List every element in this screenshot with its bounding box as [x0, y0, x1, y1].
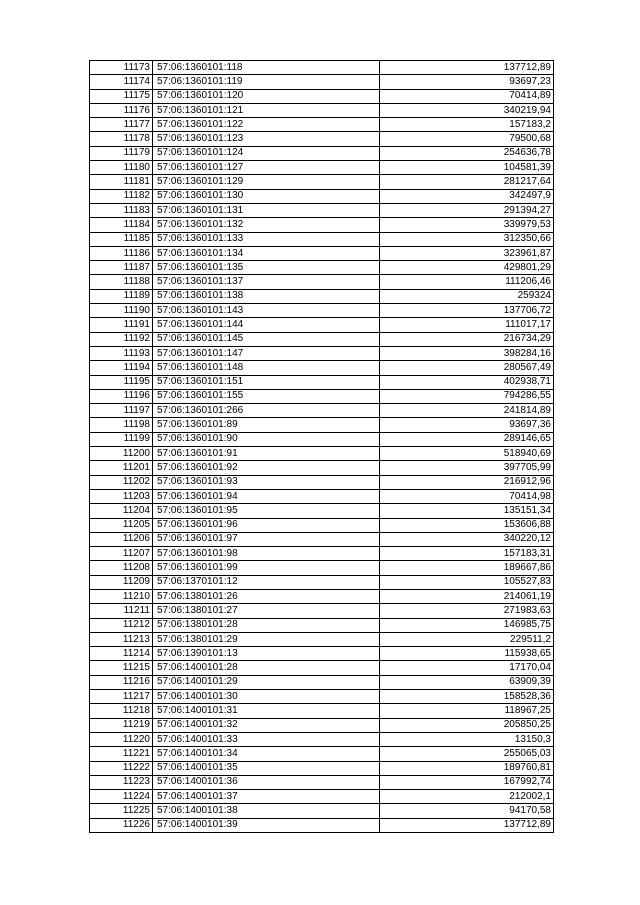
value-cell: 111017,17: [380, 318, 554, 332]
row-number-cell: 11182: [90, 189, 153, 203]
row-number-cell: 11224: [90, 790, 153, 804]
table-row: [90, 346, 554, 360]
value-cell: 340219,94: [380, 103, 554, 117]
cadastral-number-cell: 57:06:1360101:151: [153, 375, 380, 389]
cadastral-number-cell: 57:06:1360101:143: [153, 304, 380, 318]
row-number-cell: 11187: [90, 261, 153, 275]
row-number-cell: 11180: [90, 161, 153, 175]
value-cell: 281217,64: [380, 175, 554, 189]
table-row: [90, 103, 554, 117]
cadastral-number-cell: 57:06:1360101:134: [153, 246, 380, 260]
row-number-cell: 11179: [90, 146, 153, 160]
cadastral-number-cell: 57:06:1360101:89: [153, 418, 380, 432]
cadastral-number-cell: 57:06:1360101:121: [153, 103, 380, 117]
cadastral-number-cell: 57:06:1400101:30: [153, 690, 380, 704]
value-cell: 216912,96: [380, 475, 554, 489]
value-cell: 137712,89: [380, 818, 554, 832]
table-row: [90, 261, 554, 275]
value-cell: 397705,99: [380, 461, 554, 475]
cadastral-number-cell: 57:06:1360101:124: [153, 146, 380, 160]
table-row: [90, 189, 554, 203]
value-cell: 167992,74: [380, 775, 554, 789]
row-number-cell: 11201: [90, 461, 153, 475]
value-cell: 398284,16: [380, 346, 554, 360]
value-cell: 153606,88: [380, 518, 554, 532]
row-number-cell: 11207: [90, 547, 153, 561]
row-number-cell: 11189: [90, 289, 153, 303]
cadastral-number-cell: 57:06:1400101:37: [153, 790, 380, 804]
row-number-cell: 11198: [90, 418, 153, 432]
table-row: [90, 661, 554, 675]
row-number-cell: 11215: [90, 661, 153, 675]
row-number-cell: 11226: [90, 818, 153, 832]
value-cell: 241814,89: [380, 404, 554, 418]
cadastral-number-cell: 57:06:1360101:118: [153, 61, 380, 75]
row-number-cell: 11225: [90, 804, 153, 818]
row-number-cell: 11183: [90, 203, 153, 217]
value-cell: 255065,03: [380, 747, 554, 761]
table-row: [90, 146, 554, 160]
table-row: [90, 547, 554, 561]
row-number-cell: 11205: [90, 518, 153, 532]
row-number-cell: 11191: [90, 318, 153, 332]
table-row: [90, 61, 554, 75]
value-cell: 271983,63: [380, 604, 554, 618]
value-cell: 146985,75: [380, 618, 554, 632]
row-number-cell: 11200: [90, 447, 153, 461]
row-number-cell: 11184: [90, 218, 153, 232]
table-row: [90, 804, 554, 818]
row-number-cell: 11222: [90, 761, 153, 775]
row-number-cell: 11178: [90, 132, 153, 146]
cadastral-number-cell: 57:06:1370101:12: [153, 575, 380, 589]
table-row: [90, 575, 554, 589]
value-cell: 70414,89: [380, 89, 554, 103]
cadastral-number-cell: 57:06:1360101:145: [153, 332, 380, 346]
value-cell: 212002,1: [380, 790, 554, 804]
table-row: [90, 732, 554, 746]
value-cell: 17170,04: [380, 661, 554, 675]
value-cell: 70414,98: [380, 489, 554, 503]
table-row: [90, 775, 554, 789]
value-cell: 137706,72: [380, 304, 554, 318]
row-number-cell: 11212: [90, 618, 153, 632]
table-row: [90, 675, 554, 689]
table-row: [90, 432, 554, 446]
cadastral-number-cell: 57:06:1390101:13: [153, 647, 380, 661]
value-cell: 229511,2: [380, 632, 554, 646]
table-row: [90, 461, 554, 475]
table-row: [90, 618, 554, 632]
row-number-cell: 11217: [90, 690, 153, 704]
table-row: [90, 289, 554, 303]
row-number-cell: 11197: [90, 404, 153, 418]
row-number-cell: 11208: [90, 561, 153, 575]
cadastral-number-cell: 57:06:1360101:123: [153, 132, 380, 146]
cadastral-number-cell: 57:06:1360101:90: [153, 432, 380, 446]
row-number-cell: 11181: [90, 175, 153, 189]
value-cell: 157183,31: [380, 547, 554, 561]
table-row: [90, 218, 554, 232]
value-cell: 340220,12: [380, 532, 554, 546]
cadastral-number-cell: 57:06:1360101:91: [153, 447, 380, 461]
cadastral-number-cell: 57:06:1360101:133: [153, 232, 380, 246]
cadastral-number-cell: 57:06:1400101:28: [153, 661, 380, 675]
value-cell: 280567,49: [380, 361, 554, 375]
table-row: [90, 418, 554, 432]
cadastral-number-cell: 57:06:1380101:27: [153, 604, 380, 618]
table-body: [90, 61, 554, 833]
cadastral-number-cell: 57:06:1360101:99: [153, 561, 380, 575]
table-row: [90, 246, 554, 260]
row-number-cell: 11203: [90, 489, 153, 503]
table-row: [90, 818, 554, 832]
value-cell: 429801,29: [380, 261, 554, 275]
value-cell: 291394,27: [380, 203, 554, 217]
cadastral-values-table: [89, 60, 554, 833]
table-row: [90, 332, 554, 346]
value-cell: 94170,58: [380, 804, 554, 818]
cadastral-number-cell: 57:06:1360101:95: [153, 504, 380, 518]
value-cell: 254636,78: [380, 146, 554, 160]
cadastral-number-cell: 57:06:1400101:39: [153, 818, 380, 832]
table-row: [90, 203, 554, 217]
cadastral-number-cell: 57:06:1360101:130: [153, 189, 380, 203]
row-number-cell: 11211: [90, 604, 153, 618]
table-row: [90, 604, 554, 618]
value-cell: 137712,89: [380, 61, 554, 75]
table-row: [90, 704, 554, 718]
table-row: [90, 589, 554, 603]
table-row: [90, 747, 554, 761]
row-number-cell: 11220: [90, 732, 153, 746]
value-cell: 339979,53: [380, 218, 554, 232]
value-cell: 312350,66: [380, 232, 554, 246]
table-row: [90, 504, 554, 518]
cadastral-number-cell: 57:06:1380101:26: [153, 589, 380, 603]
cadastral-number-cell: 57:06:1360101:93: [153, 475, 380, 489]
cadastral-number-cell: 57:06:1360101:266: [153, 404, 380, 418]
row-number-cell: 11175: [90, 89, 153, 103]
value-cell: 402938,71: [380, 375, 554, 389]
value-cell: 216734,29: [380, 332, 554, 346]
table-row: [90, 790, 554, 804]
value-cell: 342497,9: [380, 189, 554, 203]
cadastral-number-cell: 57:06:1400101:32: [153, 718, 380, 732]
table-row: [90, 447, 554, 461]
value-cell: 158528,36: [380, 690, 554, 704]
cadastral-number-cell: 57:06:1400101:33: [153, 732, 380, 746]
value-cell: 93697,36: [380, 418, 554, 432]
table-row: [90, 132, 554, 146]
cadastral-number-cell: 57:06:1360101:129: [153, 175, 380, 189]
value-cell: 135151,34: [380, 504, 554, 518]
table-row: [90, 175, 554, 189]
value-cell: 93697,23: [380, 75, 554, 89]
value-cell: 118967,25: [380, 704, 554, 718]
table-row: [90, 389, 554, 403]
row-number-cell: 11218: [90, 704, 153, 718]
cadastral-number-cell: 57:06:1360101:148: [153, 361, 380, 375]
cadastral-number-cell: 57:06:1400101:31: [153, 704, 380, 718]
table-row: [90, 561, 554, 575]
value-cell: 794286,55: [380, 389, 554, 403]
cadastral-number-cell: 57:06:1400101:35: [153, 761, 380, 775]
cadastral-number-cell: 57:06:1360101:119: [153, 75, 380, 89]
cadastral-number-cell: 57:06:1360101:147: [153, 346, 380, 360]
row-number-cell: 11193: [90, 346, 153, 360]
row-number-cell: 11190: [90, 304, 153, 318]
table-row: [90, 761, 554, 775]
table-row: [90, 361, 554, 375]
table-row: [90, 404, 554, 418]
cadastral-number-cell: 57:06:1400101:34: [153, 747, 380, 761]
cadastral-number-cell: 57:06:1360101:120: [153, 89, 380, 103]
table-row: [90, 647, 554, 661]
row-number-cell: 11202: [90, 475, 153, 489]
table-row: [90, 75, 554, 89]
row-number-cell: 11177: [90, 118, 153, 132]
row-number-cell: 11199: [90, 432, 153, 446]
table-row: [90, 118, 554, 132]
table-row: [90, 632, 554, 646]
row-number-cell: 11173: [90, 61, 153, 75]
table-row: [90, 304, 554, 318]
cadastral-number-cell: 57:06:1360101:135: [153, 261, 380, 275]
row-number-cell: 11206: [90, 532, 153, 546]
value-cell: 63909,39: [380, 675, 554, 689]
cadastral-number-cell: 57:06:1380101:29: [153, 632, 380, 646]
value-cell: 104581,39: [380, 161, 554, 175]
table-row: [90, 318, 554, 332]
table-row: [90, 489, 554, 503]
table-row: [90, 232, 554, 246]
cadastral-number-cell: 57:06:1360101:94: [153, 489, 380, 503]
table-row: [90, 718, 554, 732]
cadastral-number-cell: 57:06:1400101:36: [153, 775, 380, 789]
row-number-cell: 11195: [90, 375, 153, 389]
table-row: [90, 475, 554, 489]
value-cell: 111206,46: [380, 275, 554, 289]
value-cell: 259324: [380, 289, 554, 303]
cadastral-number-cell: 57:06:1360101:144: [153, 318, 380, 332]
row-number-cell: 11174: [90, 75, 153, 89]
cadastral-number-cell: 57:06:1360101:137: [153, 275, 380, 289]
value-cell: 79500,68: [380, 132, 554, 146]
table-row: [90, 275, 554, 289]
table-row: [90, 690, 554, 704]
row-number-cell: 11209: [90, 575, 153, 589]
row-number-cell: 11192: [90, 332, 153, 346]
row-number-cell: 11216: [90, 675, 153, 689]
row-number-cell: 11176: [90, 103, 153, 117]
row-number-cell: 11196: [90, 389, 153, 403]
row-number-cell: 11185: [90, 232, 153, 246]
value-cell: 214061,19: [380, 589, 554, 603]
row-number-cell: 11204: [90, 504, 153, 518]
table-row: [90, 518, 554, 532]
table-row: [90, 161, 554, 175]
row-number-cell: 11210: [90, 589, 153, 603]
cadastral-number-cell: 57:06:1360101:132: [153, 218, 380, 232]
table-row: [90, 532, 554, 546]
value-cell: 105527,83: [380, 575, 554, 589]
row-number-cell: 11214: [90, 647, 153, 661]
cadastral-number-cell: 57:06:1360101:155: [153, 389, 380, 403]
value-cell: 13150,3: [380, 732, 554, 746]
cadastral-number-cell: 57:06:1360101:131: [153, 203, 380, 217]
row-number-cell: 11188: [90, 275, 153, 289]
cadastral-number-cell: 57:06:1360101:98: [153, 547, 380, 561]
row-number-cell: 11194: [90, 361, 153, 375]
cadastral-number-cell: 57:06:1360101:92: [153, 461, 380, 475]
value-cell: 115938,65: [380, 647, 554, 661]
value-cell: 323961,87: [380, 246, 554, 260]
row-number-cell: 11221: [90, 747, 153, 761]
cadastral-number-cell: 57:06:1400101:38: [153, 804, 380, 818]
row-number-cell: 11186: [90, 246, 153, 260]
value-cell: 189667,86: [380, 561, 554, 575]
cadastral-number-cell: 57:06:1360101:122: [153, 118, 380, 132]
row-number-cell: 11219: [90, 718, 153, 732]
value-cell: 205850,25: [380, 718, 554, 732]
value-cell: 189760,81: [380, 761, 554, 775]
table-row: [90, 375, 554, 389]
value-cell: 157183,2: [380, 118, 554, 132]
cadastral-number-cell: 57:06:1360101:138: [153, 289, 380, 303]
table-row: [90, 89, 554, 103]
cadastral-number-cell: 57:06:1380101:28: [153, 618, 380, 632]
cadastral-number-cell: 57:06:1360101:127: [153, 161, 380, 175]
value-cell: 289146,65: [380, 432, 554, 446]
row-number-cell: 11223: [90, 775, 153, 789]
cadastral-number-cell: 57:06:1360101:96: [153, 518, 380, 532]
cadastral-number-cell: 57:06:1360101:97: [153, 532, 380, 546]
value-cell: 518940,69: [380, 447, 554, 461]
cadastral-number-cell: 57:06:1400101:29: [153, 675, 380, 689]
row-number-cell: 11213: [90, 632, 153, 646]
